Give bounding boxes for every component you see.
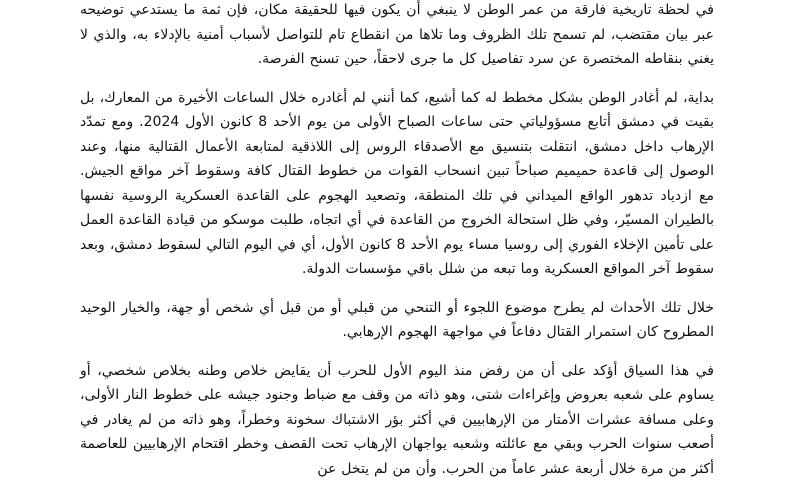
paragraph-intro: في لحظة تاريخية فارقة من عمر الوطن لا ينبغي أن يكون فيها للحقيقة مكان، فإن ثمة ما يستدعي توضيحه عبر بيان مقتضب، لم تسمح تلك الظروف وما تلاها من انقطاع تام للتواصل لأسباب أمنية بالإدلاء به، والذي لا يغني بنقاطه المختصرة عن سرد تفاصيل كل ما جرى لاحقاً، حين تسنح الفرصة. bbox=[80, 2, 714, 67]
paragraph-context: في هذا السياق أؤكد على أن من رفض منذ اليوم الأول للحرب أن يقايض خلاص وطنه بخلاص شخصي، أو يساوم على شعبه بعروض وإغراءات شتى، وهو ذاته من وقف مع ضباط وجنود جيشه على خطوط النار الأولى، وعلى مسافة عشرات الأمتار من الإرهابيين في أكثر بؤر الاشتباك سخونة وخطراً، وهو ذاته من لم يغادر في أصعب سنوات الحرب وبقي مع عائلته وشعبه يواجهان الإرهاب تحت القصف وخطر اقتحام الإرهابيين للعاصمة أكثر من مرة خلال أربعة عشر عاماً من الحرب. وأن من لم يتخل عن bbox=[80, 362, 714, 477]
paragraph-no-asylum: خلال تلك الأحداث لم يطرح موضوع اللجوء أو التنحي من قبلي أو من قبل أي شخص أو جهة، والخيار الوحيد المطروح كان استمرار القتال دفاعاً في مواجهة الهجوم الإرهابي. bbox=[80, 299, 714, 340]
paragraph-departure: بداية، لم أغادر الوطن بشكل مخطط له كما أشيع، كما أنني لم أغادره خلال الساعات الأخيرة من المعارك، بل بقيت في دمشق أتابع مسؤولياتي حتى ساعات الصباح الأولى من يوم الأحد 8 كانون الأول 2024. ومع تمدّد الإرهاب داخل دمشق، انتقلت بتنسيق مع الأصدقاء الروس إلى اللاذقية لمتابعة الأعمال القتالية منها، وعند الوصول إلى قاعدة حميميم صباحاً تبين انسحاب القوات من خطوط القتال كافة وسقوط آخر مواقع الجيش. مع ازدياد تدهور الواقع الميداني في تلك المنطقة، وتصعيد الهجوم على القاعدة العسكرية الروسية نفسها بالطيران المسيّر، وفي ظل استحالة الخروج من القاعدة في أي اتجاه، طلبت موسكو من قيادة القاعدة العمل على تأمين الإخلاء الفوري إلى روسيا مساء يوم الأحد 8 كانون الأول، أي في اليوم التالي لسقوط دمشق، وبعد سقوط آخر المواقع العسكرية وما تبعه من شلل باقي مؤسسات الدولة. bbox=[80, 89, 715, 277]
statement-article bbox=[80, 0, 714, 495]
